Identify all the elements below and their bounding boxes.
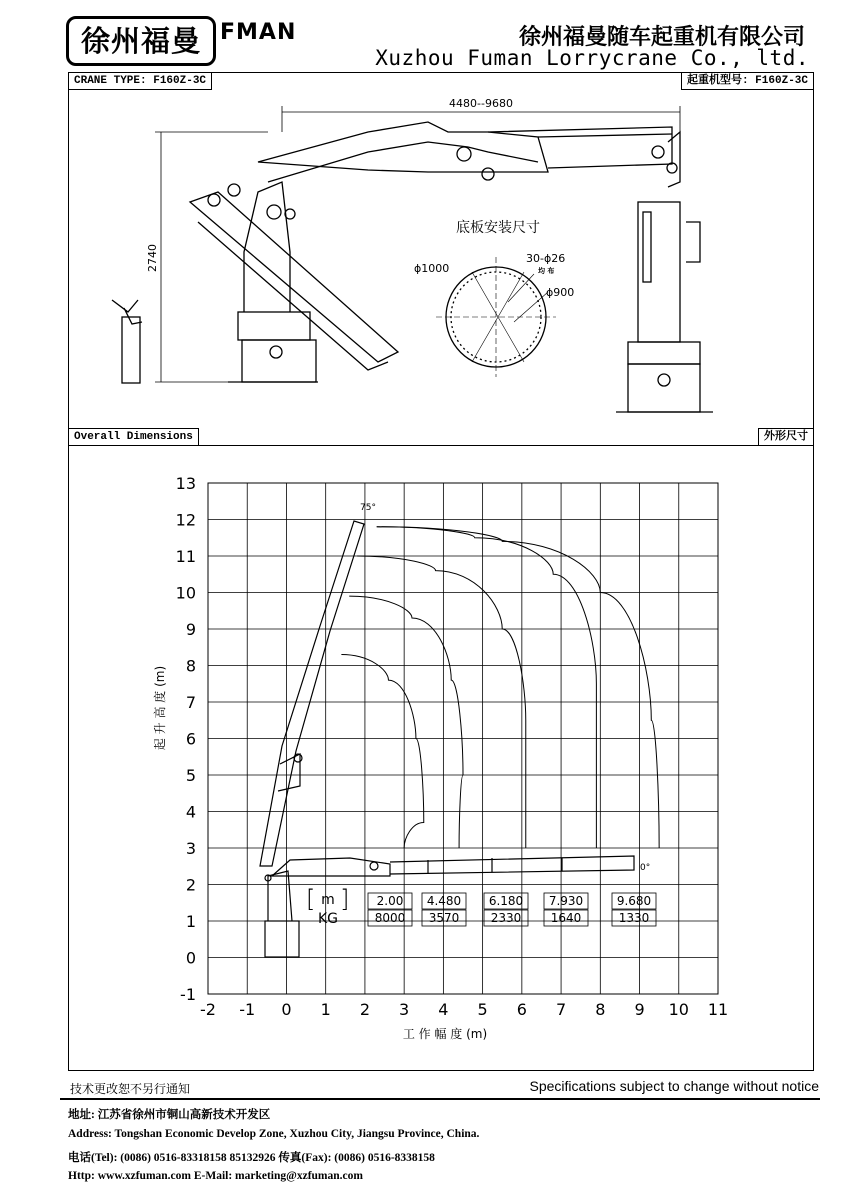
table-header-m: m <box>321 892 335 908</box>
contact-web: Http: www.xzfuman.com E-Mail: marketing@xzfuman.com <box>68 1170 363 1182</box>
overall-dimensions-label-cn: 外形尺寸 <box>758 428 814 446</box>
overall-dimensions-label: Overall Dimensions <box>68 428 199 446</box>
company-logo: 徐州福曼 <box>66 16 216 66</box>
y-tick-label: -1 <box>180 985 196 1004</box>
y-tick-label: 11 <box>175 547 196 566</box>
y-tick-label: 13 <box>175 474 196 493</box>
reach-dimension: 4480--9680 <box>449 97 513 110</box>
table-radius-value: 2.00 <box>376 894 404 908</box>
x-tick-label: -2 <box>200 1000 216 1019</box>
table-bracket-right: ] <box>340 885 350 913</box>
company-name-cn: 徐州福曼随车起重机有限公司 <box>518 25 805 50</box>
load-chart <box>0 446 851 1071</box>
table-bracket-left: [ <box>306 885 316 913</box>
address-cn: 地址: 江苏省徐州市铜山高新技术开发区 <box>68 1109 271 1121</box>
height-dimension: 2740 <box>146 244 159 272</box>
company-name-en: Xuzhou Fuman Lorrycrane Co., ltd. <box>375 46 809 70</box>
table-radius-value: 6.180 <box>488 894 524 908</box>
base-bolt-note: 均 布 <box>538 267 555 275</box>
load-curve <box>349 596 463 848</box>
x-tick-label: 3 <box>399 1000 410 1019</box>
y-axis-label: 起 升 高 度 (m) <box>153 665 167 751</box>
brand-name: FMAN <box>220 20 297 45</box>
y-tick-label: 6 <box>185 729 196 749</box>
x-tick-label: 10 <box>668 1000 689 1019</box>
x-tick-label: 8 <box>595 1000 606 1019</box>
x-tick-label: 6 <box>516 1000 527 1019</box>
base-bolt-spec: 30-ϕ26 <box>526 252 566 265</box>
y-tick-label: 12 <box>175 510 196 530</box>
table-header-kg: KG <box>317 911 339 927</box>
y-tick-label: 4 <box>185 802 196 822</box>
y-tick-label: 10 <box>175 583 196 603</box>
table-load-value: 1640 <box>550 911 582 925</box>
y-tick-label: 2 <box>185 875 196 895</box>
table-load-value: 1330 <box>618 911 650 925</box>
x-tick-label: 7 <box>555 1000 567 1019</box>
table-load-value: 8000 <box>374 911 406 925</box>
load-curve <box>341 655 423 848</box>
x-tick-label: 4 <box>438 1000 449 1019</box>
y-tick-label: 0 <box>185 948 196 968</box>
x-tick-label: 1 <box>320 1000 331 1019</box>
angle-top-label: 75° <box>360 503 376 513</box>
address-en: Address: Tongshan Economic Develop Zone, Xuzhou City, Jiangsu Province, China. <box>68 1128 480 1140</box>
x-axis-label: 工 作 幅 度 (m) <box>402 1027 488 1041</box>
base-bolt-circle: ϕ900 <box>546 286 575 299</box>
y-tick-label: 7 <box>185 693 196 712</box>
x-tick-label: 9 <box>634 1000 645 1019</box>
table-load-value: 2330 <box>490 911 522 925</box>
load-curve <box>377 527 597 848</box>
table-radius-value: 4.480 <box>426 894 462 908</box>
change-notice-cn: 技术更改恕不另行通知 <box>70 1082 191 1096</box>
x-tick-label: 11 <box>707 1000 729 1019</box>
y-tick-label: 9 <box>185 620 196 639</box>
x-tick-label: 5 <box>477 1000 488 1019</box>
crane-type-label-cn: 起重机型号: F160Z-3C <box>681 72 814 90</box>
angle-bottom-label: 0° <box>640 863 651 873</box>
footer-divider <box>60 1098 820 1100</box>
base-plate-title: 底板安装尺寸 <box>456 220 540 236</box>
crane-type-label-en: CRANE TYPE: F160Z-3C <box>68 72 212 90</box>
load-curve <box>377 527 659 848</box>
table-radius-value: 9.680 <box>616 894 652 908</box>
table-load-value: 3570 <box>428 911 460 925</box>
y-tick-label: 8 <box>185 656 196 676</box>
x-tick-label: 0 <box>281 1000 292 1019</box>
crane-side-elevation <box>68 72 814 446</box>
contact-phone: 电话(Tel): (0086) 0516-83318158 85132926 传真(Fax): (0086) 0516-8338158 <box>68 1152 435 1164</box>
table-radius-value: 7.930 <box>548 894 584 908</box>
change-notice-en: Specifications subject to change without notice <box>529 1078 819 1094</box>
x-tick-label: -1 <box>239 1000 256 1019</box>
y-tick-label: 3 <box>185 839 196 858</box>
y-tick-label: 5 <box>185 766 196 785</box>
base-outer-diameter: ϕ1000 <box>414 262 450 275</box>
y-tick-label: 1 <box>185 912 196 931</box>
x-tick-label: 2 <box>359 1000 371 1019</box>
